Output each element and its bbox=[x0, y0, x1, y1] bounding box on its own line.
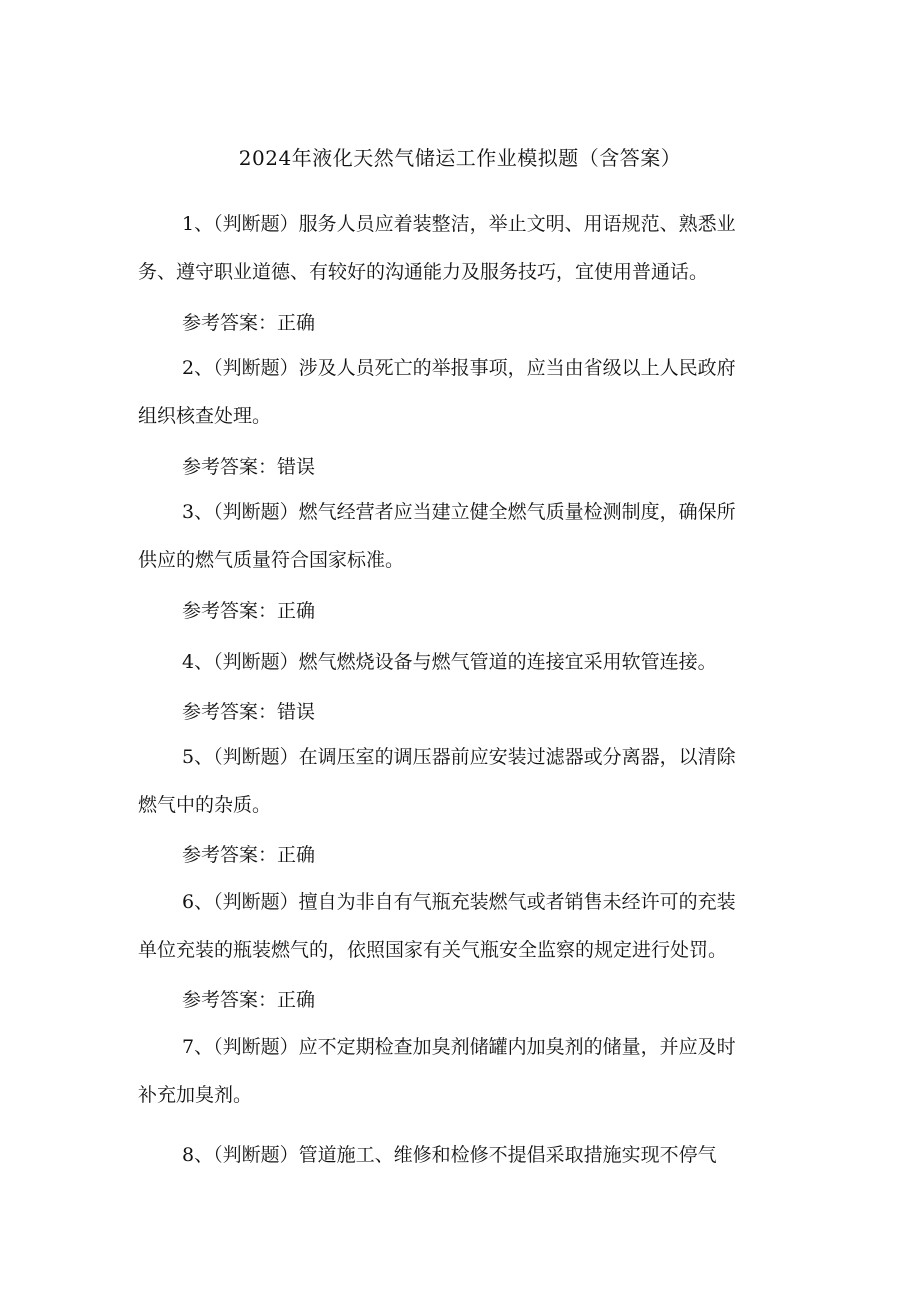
question-3 bbox=[138, 488, 788, 584]
question-text-line: 单位充装的瓶装燃气的，依照国家有关气瓶安全监察的规定进行处罚。 bbox=[138, 939, 728, 961]
question-text-line: 3、（判断题）燃气经营者应当建立健全燃气质量检测制度，确保所 bbox=[182, 501, 736, 523]
question-text-line: 6、（判断题）擅自为非自有气瓶充装燃气或者销售未经许可的充装 bbox=[182, 891, 736, 913]
answer-2: 参考答案：错误 bbox=[182, 456, 316, 478]
question-text-line: 补充加臭剂。 bbox=[138, 1084, 253, 1106]
answer-4: 参考答案：错误 bbox=[182, 701, 316, 723]
question-text-line: 务、遵守职业道德、有较好的沟通能力及服务技巧，宜使用普通话。 bbox=[138, 261, 709, 283]
question-4 bbox=[138, 638, 788, 686]
question-text-line: 组织核查处理。 bbox=[138, 405, 272, 427]
question-8 bbox=[138, 1131, 788, 1179]
question-text-line: 5、（判断题）在调压室的调压器前应安装过滤器或分离器，以清除 bbox=[182, 746, 736, 768]
question-1 bbox=[138, 200, 788, 296]
answer-3: 参考答案：正确 bbox=[182, 600, 316, 622]
question-text-line: 7、（判断题）应不定期检查加臭剂储罐内加臭剂的储量，并应及时 bbox=[182, 1036, 736, 1058]
question-text-line: 供应的燃气质量符合国家标准。 bbox=[138, 549, 405, 571]
question-2 bbox=[138, 344, 788, 440]
answer-1: 参考答案：正确 bbox=[182, 312, 316, 334]
question-7 bbox=[138, 1023, 788, 1119]
question-text-line: 2、（判断题）涉及人员死亡的举报事项，应当由省级以上人民政府 bbox=[182, 357, 736, 379]
question-text-line: 1、（判断题）服务人员应着装整洁，举止文明、用语规范、熟悉业 bbox=[182, 213, 736, 235]
question-5 bbox=[138, 733, 788, 829]
question-text-line: 燃气中的杂质。 bbox=[138, 794, 272, 816]
question-text-line: 4、（判断题）燃气燃烧设备与燃气管道的连接宜采用软管连接。 bbox=[182, 651, 717, 673]
answer-6: 参考答案：正确 bbox=[182, 989, 316, 1011]
answer-5: 参考答案：正确 bbox=[182, 844, 316, 866]
question-text-line: 8、（判断题）管道施工、维修和检修不提倡采取措施实现不停气 bbox=[182, 1144, 717, 1166]
page-title: 2024年液化天然气储运工作业模拟题（含答案） bbox=[238, 146, 682, 170]
question-6 bbox=[138, 878, 788, 974]
